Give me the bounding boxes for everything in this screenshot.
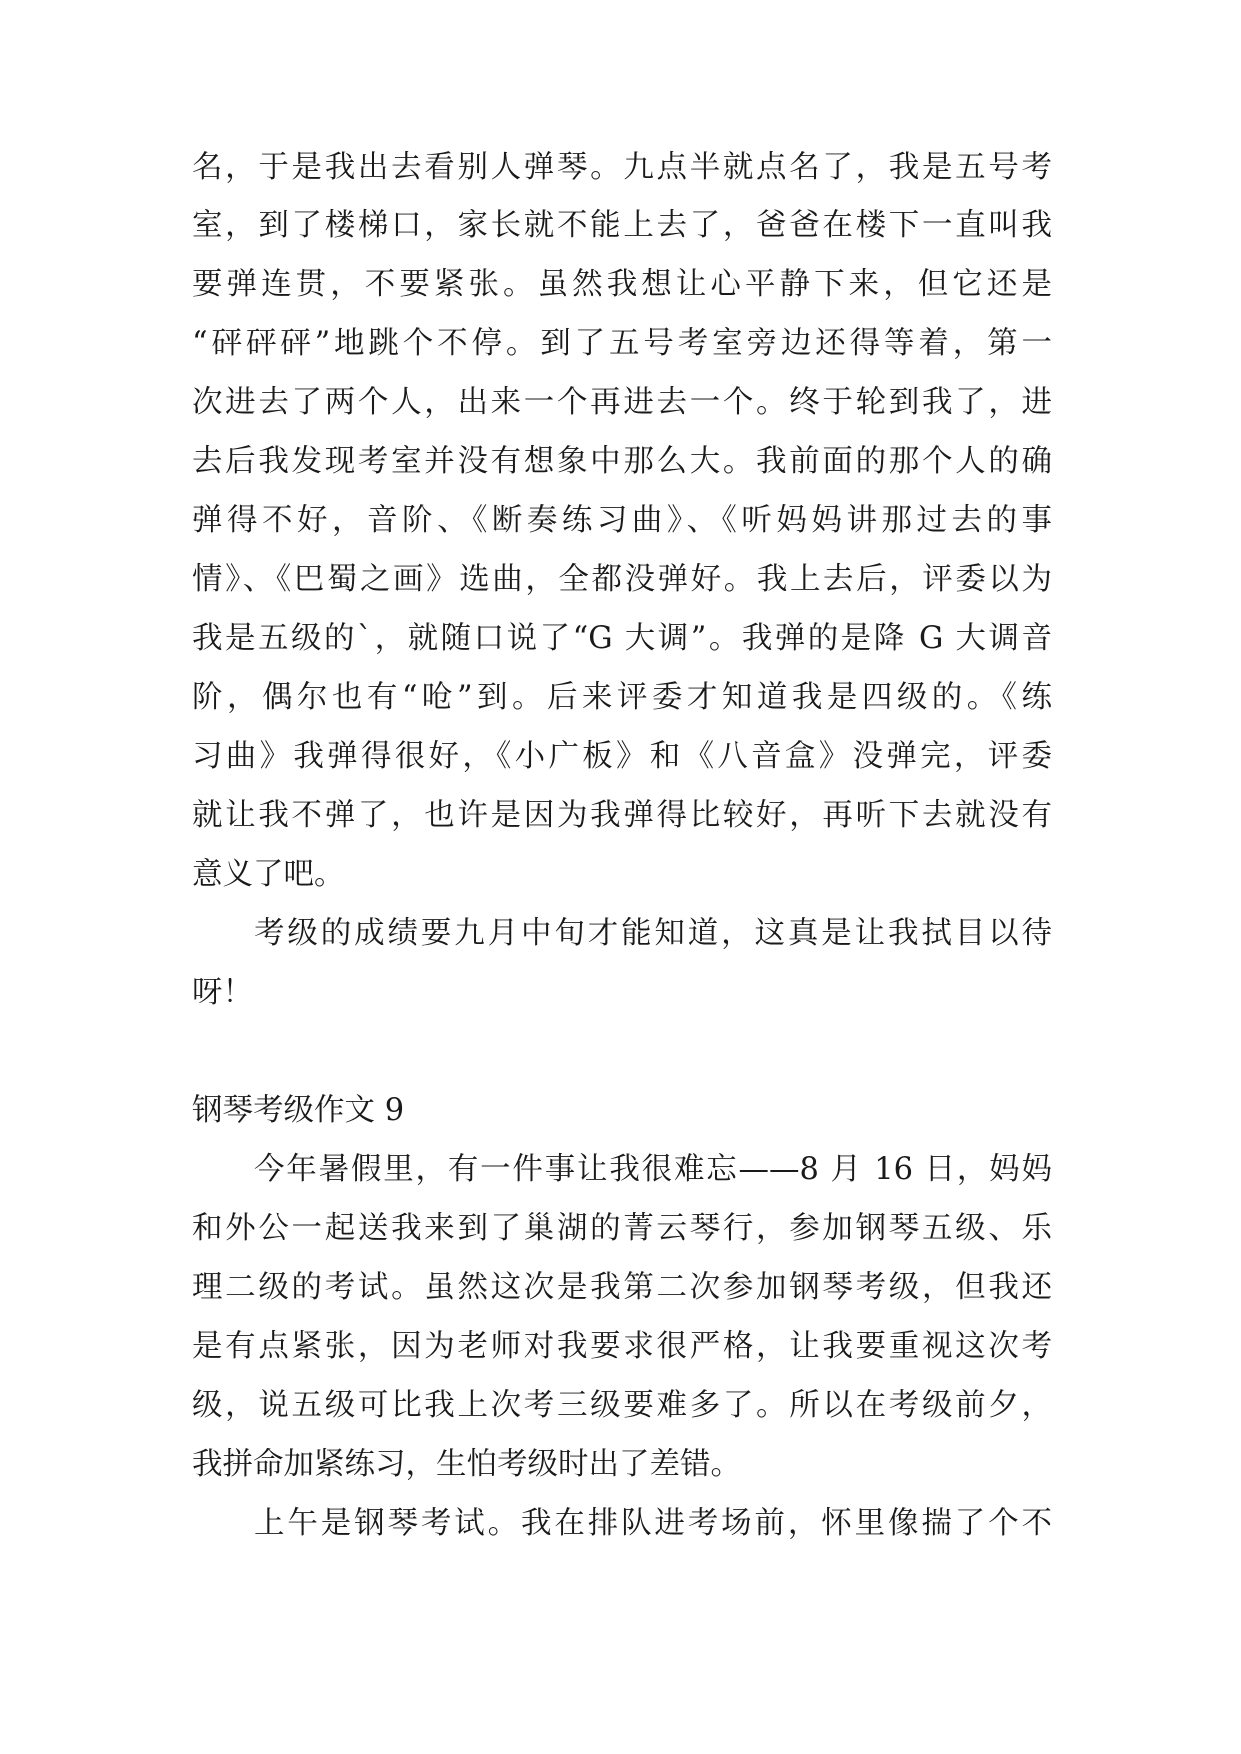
paragraph-3-line: 是有点紧张，因为老师对我要求很严格，让我要重视这次考 (192, 1329, 1052, 1364)
paragraph-1-line: 情》、《巴蜀之画》选曲，全都没弹好。我上去后，评委以为 (192, 562, 1052, 597)
paragraph-1-line: 室，到了楼梯口，家长就不能上去了，爸爸在楼下一直叫我 (192, 208, 1052, 243)
paragraph-1-line: 弹得不好，音阶、《断奏练习曲》、《听妈妈讲那过去的事 (192, 503, 1052, 538)
paragraph-1-line: 阶，偶尔也有“呛”到。后来评委才知道我是四级的。《练 (192, 680, 1052, 715)
paragraph-1-line: “砰砰砰”地跳个不停。到了五号考室旁边还得等着，第一 (192, 326, 1052, 361)
paragraph-1-line: 就让我不弹了，也许是因为我弹得比较好，再听下去就没有 (192, 798, 1052, 833)
paragraph-3-line: 今年暑假里，有一件事让我很难忘——8 月 16 日，妈妈 (254, 1152, 1052, 1187)
paragraph-1-line: 名，于是我出去看别人弹琴。九点半就点名了，我是五号考 (192, 150, 1052, 185)
paragraph-3-line: 我拼命加紧练习，生怕考级时出了差错。 (192, 1447, 741, 1482)
paragraph-3-line: 理二级的考试。虽然这次是我第二次参加钢琴考级，但我还 (192, 1270, 1052, 1305)
paragraph-1-line: 意义了吧。 (192, 857, 345, 892)
paragraph-1-line: 次进去了两个人，出来一个再进去一个。终于轮到我了，进 (192, 385, 1052, 420)
paragraph-3-line: 和外公一起送我来到了巢湖的菁云琴行，参加钢琴五级、乐 (192, 1211, 1052, 1246)
paragraph-2-line: 呀！ (192, 975, 253, 1010)
paragraph-1-line: 去后我发现考室并没有想象中那么大。我前面的那个人的确 (192, 444, 1052, 479)
paragraph-1-line: 习曲》我弹得很好，《小广板》和《八音盒》没弹完，评委 (192, 739, 1052, 774)
paragraph-4-line: 上午是钢琴考试。我在排队进考场前，怀里像揣了个不 (254, 1506, 1052, 1541)
paragraph-3-line: 级，说五级可比我上次考三级要难多了。所以在考级前夕， (192, 1388, 1052, 1423)
section-title: 钢琴考级作文 9 (192, 1093, 405, 1128)
paragraph-2-line: 考级的成绩要九月中旬才能知道，这真是让我拭目以待 (254, 916, 1052, 951)
paragraph-1-line: 要弹连贯，不要紧张。虽然我想让心平静下来，但它还是 (192, 267, 1052, 302)
paragraph-1-line: 我是五级的`，就随口说了“G 大调”。我弹的是降 G 大调音 (192, 621, 1052, 656)
